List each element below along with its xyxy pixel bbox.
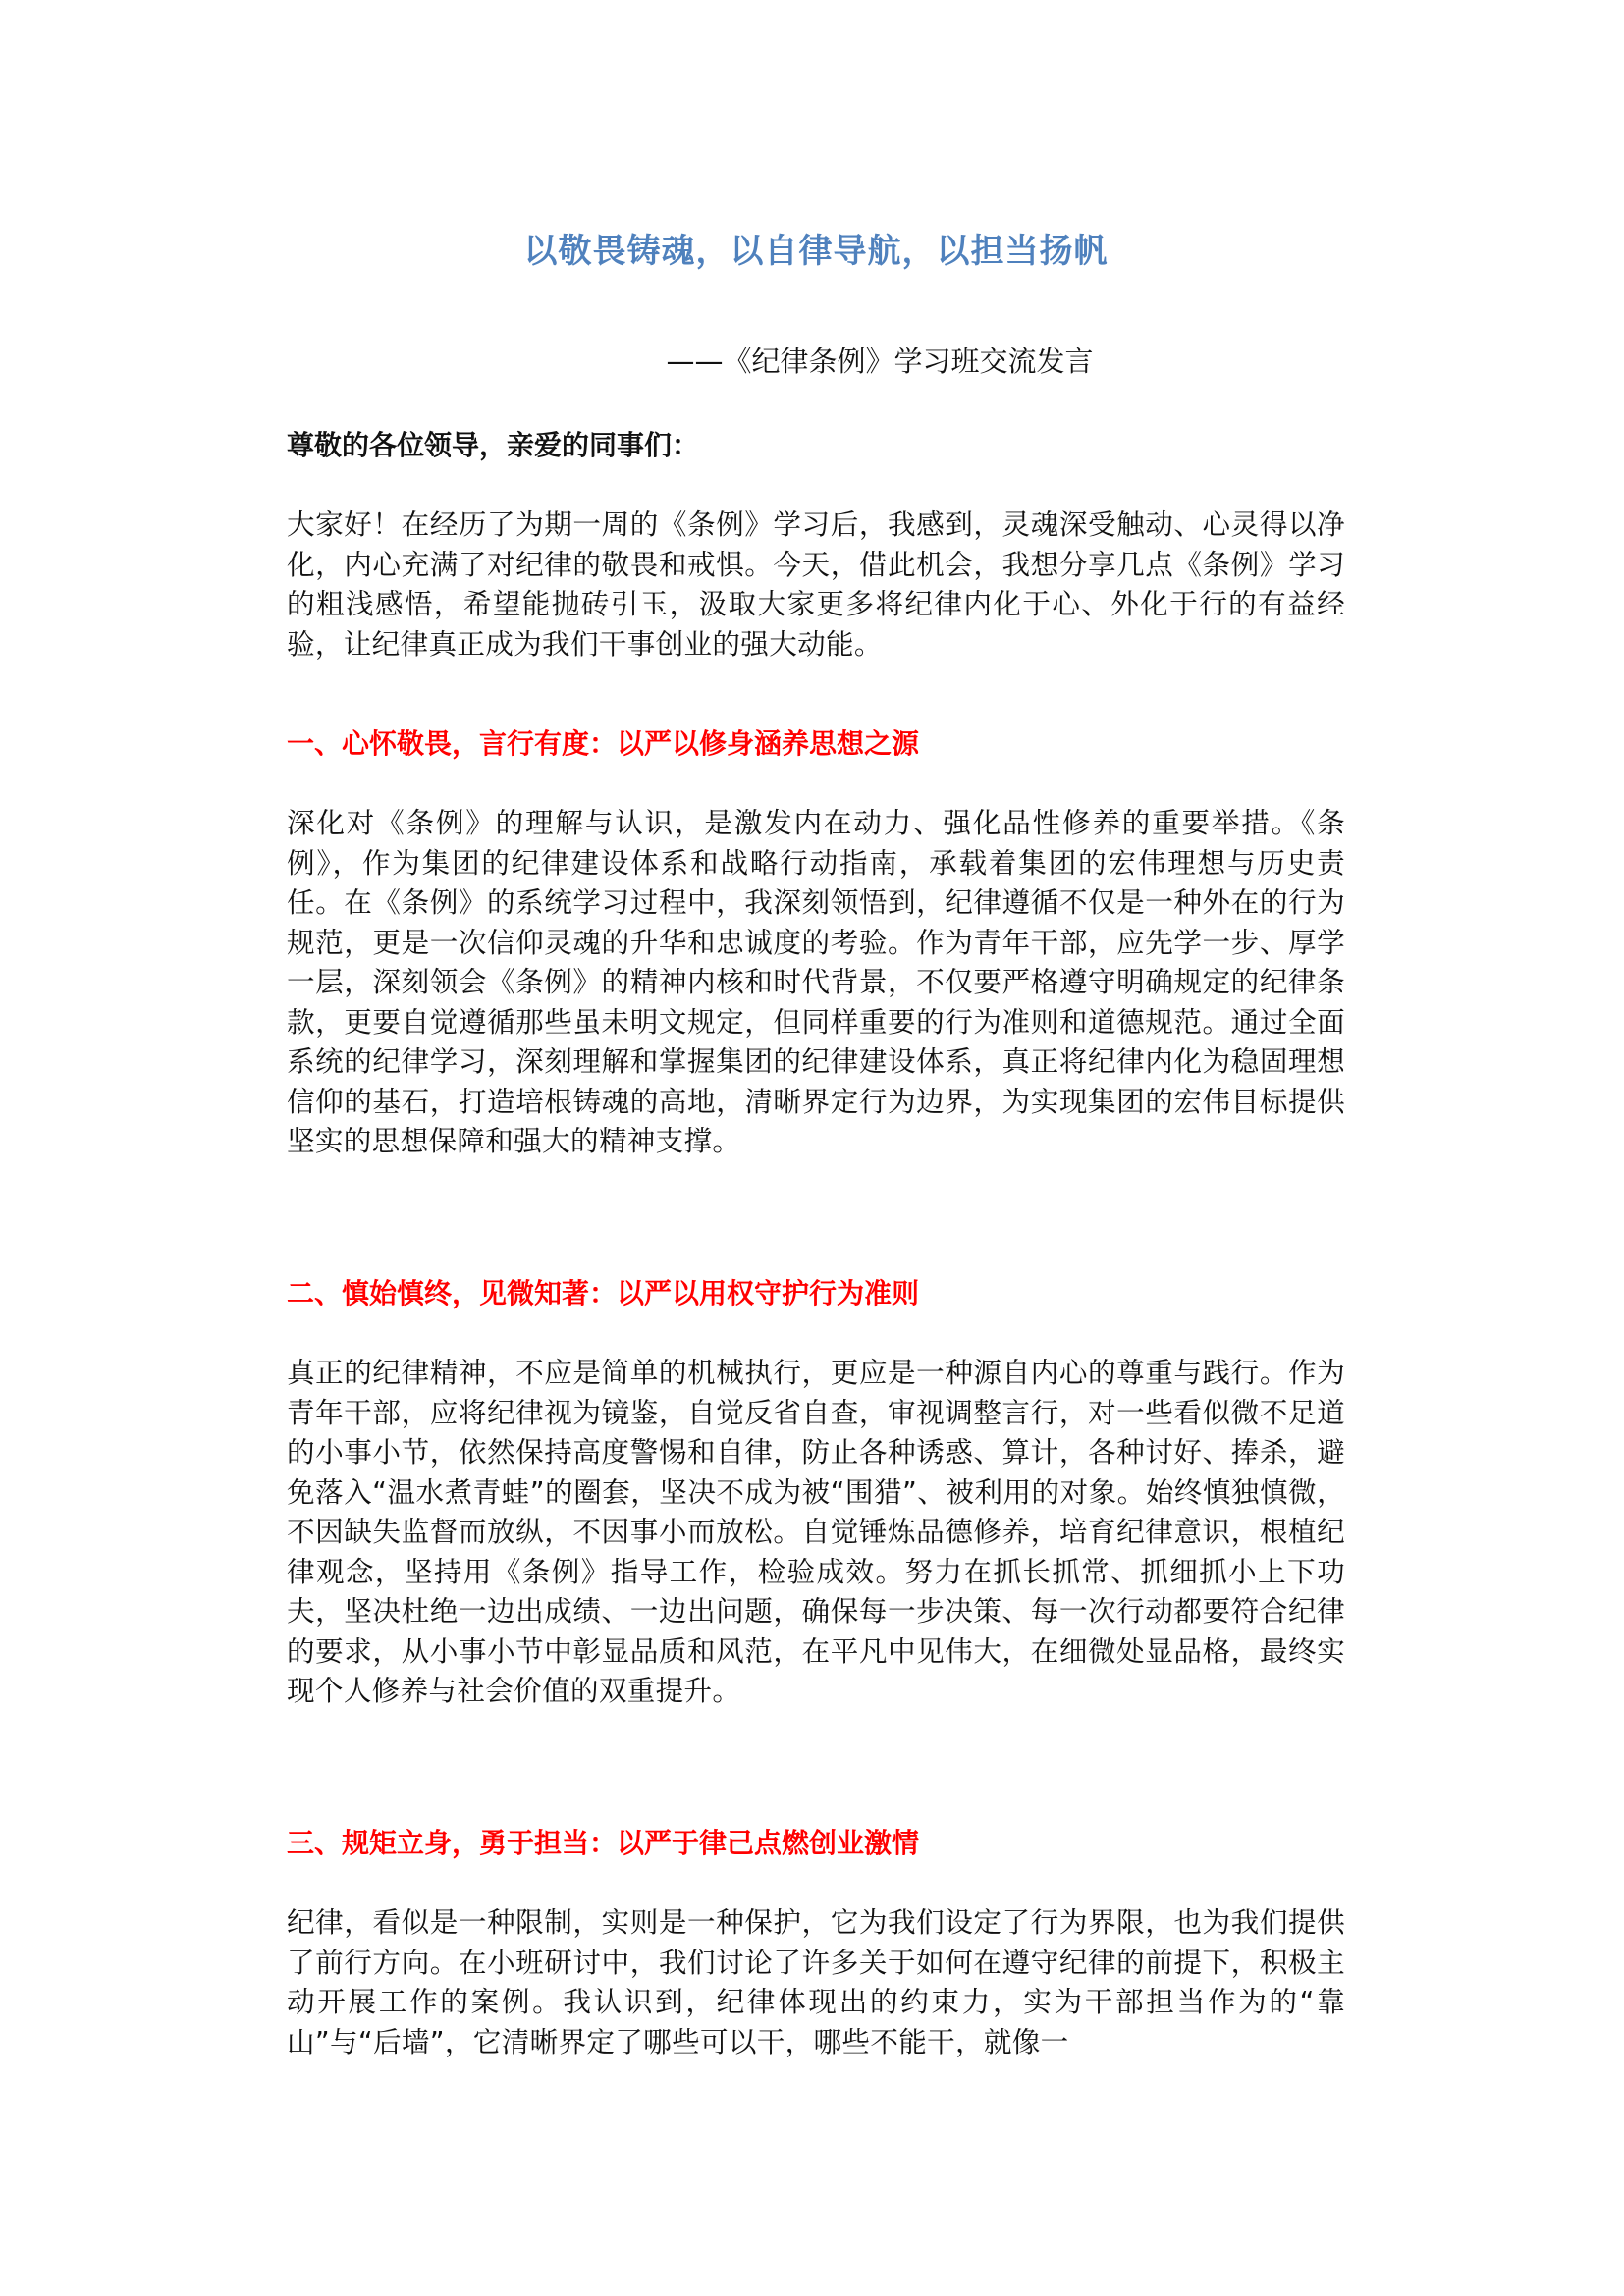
- section-body-2: 真正的纪律精神，不应是简单的机械执行，更应是一种源自内心的尊重与践行。作为青年干部，应将纪律视为镜鉴，自觉反省自查，审视调整言行，对一些看似微不足道的小事小节，依然保持高度警惕和自律，防止各种诱惑、算计，各种讨好、捧杀，避免落入“温水煮青蛙”的圈套，坚决不成为被“围猎”、被利用的对象。始终慎独慎微，不因缺失监督而放纵，不因事小而放松。自觉锤炼品德修养，培育纪律意识，根植纪律观念，坚持用《条例》指导工作，检验成效。努力在抓长抓常、抓细抓小上下功夫，坚决杜绝一边出成绩、一边出问题，确保每一步决策、每一次行动都要符合纪律的要求，从小事小节中彰显品质和风范，在平凡中见伟大，在细微处显品格，最终实现个人修养与社会价值的双重提升。: [287, 1356, 1345, 1707]
- section-body-1: 深化对《条例》的理解与认识，是激发内在动力、强化品性修养的重要举措。《条例》，作为集团的纪律建设体系和战略行动指南，承载着集团的宏伟理想与历史责任。在《条例》的系统学习过程中，我深刻领悟到，纪律遵循不仅是一种外在的行为规范，更是一次信仰灵魂的升华和忠诚度的考验。作为青年干部，应先学一步、厚学一层，深刻领会《条例》的精神内核和时代背景，不仅要严格遵守明确规定的纪律条款，更要自觉遵循那些虽未明文规定，但同样重要的行为准则和道德规范。通过全面系统的纪律学习，深刻理解和掌握集团的纪律建设体系，真正将纪律内化为稳固理想信仰的基石，打造培根铸魂的高地，清晰界定行为边界，为实现集团的宏伟目标提供坚实的思想保障和强大的精神支撑。: [287, 806, 1345, 1157]
- section-heading-1: 一、心怀敬畏，言行有度：以严以修身涵养思想之源: [287, 727, 920, 760]
- section-heading-3: 三、规矩立身，勇于担当：以严于律己点燃创业激情: [287, 1827, 920, 1859]
- intro-paragraph: 大家好！在经历了为期一周的《条例》学习后，我感到，灵魂深受触动、心灵得以净化，内心充满了对纪律的敬畏和戒惧。今天，借此机会，我想分享几点《条例》学习的粗浅感悟，希望能抛砖引玉，汲取大家更多将纪律内化于心、外化于行的有益经验，让纪律真正成为我们干事创业的强大动能。: [287, 507, 1345, 661]
- section-body-3: 纪律，看似是一种限制，实则是一种保护，它为我们设定了行为界限，也为我们提供了前行方向。在小班研讨中，我们讨论了许多关于如何在遵守纪律的前提下，积极主动开展工作的案例。我认识到，纪律体现出的约束力，实为干部担当作为的“靠山”与“后墙”，它清晰界定了哪些可以干，哪些不能干，就像一: [287, 1905, 1345, 2058]
- section-heading-2: 二、慎始慎终，见微知著：以严以用权守护行为准则: [287, 1277, 920, 1309]
- salutation: 尊敬的各位领导，亲爱的同事们：: [287, 429, 700, 461]
- document-subtitle: ——《纪律条例》学习班交流发言: [666, 345, 1094, 378]
- document-title: 以敬畏铸魂，以自律导航，以担当扬帆: [523, 232, 1109, 271]
